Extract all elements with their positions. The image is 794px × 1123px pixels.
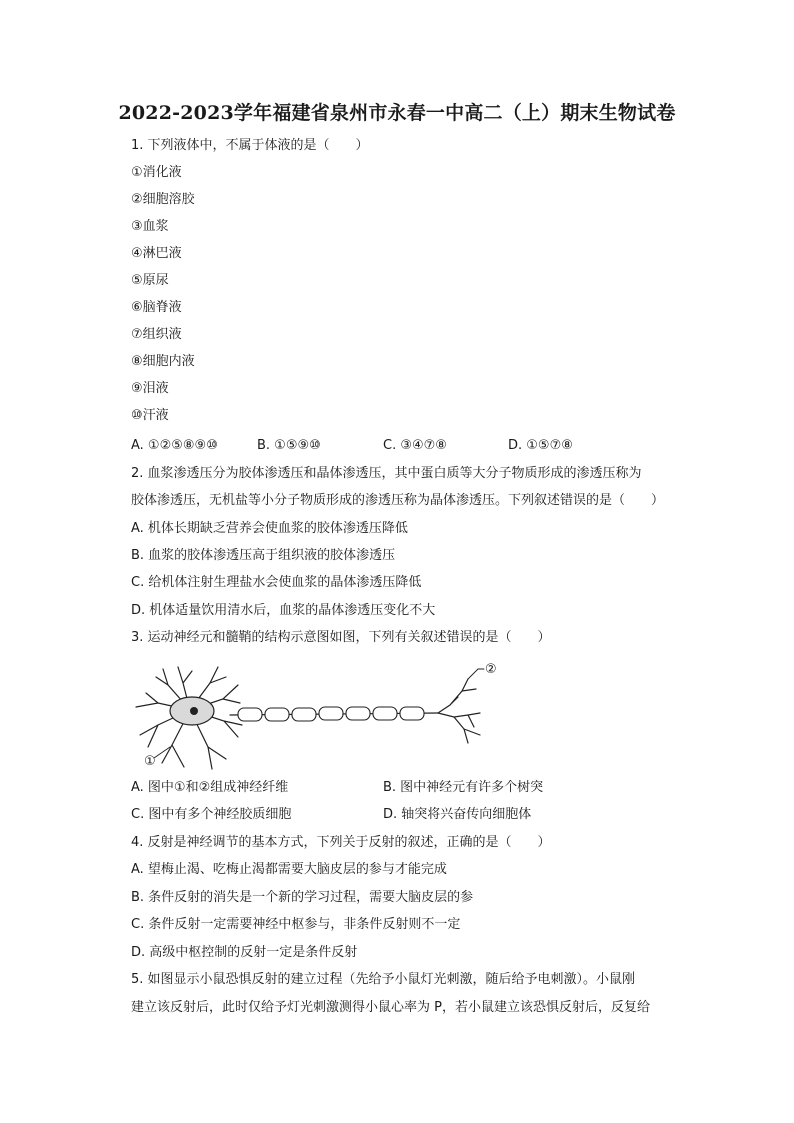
- q1-item: ②细胞溶胶: [131, 192, 195, 207]
- q1-item: ⑨泪液: [131, 381, 169, 396]
- q1-item: ①消化液: [131, 165, 182, 180]
- q2-stem-line-1: 2. 血浆渗透压分为胶体渗透压和晶体渗透压，其中蛋白质等大分子物质形成的渗透压称为: [131, 466, 642, 481]
- q4-stem: 4. 反射是神经调节的基本方式，下列关于反射的叙述，正确的是（ ）: [131, 835, 551, 850]
- q1-item: ⑩汗液: [131, 408, 169, 423]
- q4-option-b: B. 条件反射的消失是一个新的学习过程，需要大脑皮层的参: [131, 890, 474, 905]
- q1-item: ⑧细胞内液: [131, 354, 195, 369]
- q3-option-a: A. 图中①和②组成神经纤维: [131, 780, 289, 795]
- q3-option-c: C. 图中有多个神经胶质细胞: [131, 807, 292, 822]
- q1-item: ⑥脑脊液: [131, 300, 182, 315]
- q1-option-b: B. ①⑤⑨⑩: [257, 438, 321, 453]
- q1-item: ④淋巴液: [131, 246, 182, 261]
- q2-option-a: A. 机体长期缺乏营养会使血浆的胶体渗透压降低: [131, 521, 408, 536]
- neuron-diagram: [128, 655, 508, 795]
- q3-option-b: B. 图中神经元有许多个树突: [383, 780, 544, 795]
- q4-option-a: A. 望梅止渴、吃梅止渴都需要大脑皮层的参与才能完成: [131, 862, 447, 877]
- q1-option-d: D. ①⑤⑦⑧: [508, 438, 573, 453]
- q1-option-c: C. ③④⑦⑧: [383, 438, 447, 453]
- q1-item: ⑦组织液: [131, 327, 182, 342]
- q1-option-a: A. ①②⑤⑧⑨⑩: [131, 438, 218, 453]
- figure-label-1: ①: [144, 754, 156, 769]
- q1-stem: 1. 下列液体中，不属于体液的是（ ）: [131, 138, 369, 153]
- q2-stem-line-2: 胶体渗透压，无机盐等小分子物质形成的渗透压称为晶体渗透压。下列叙述错误的是（ ）: [131, 493, 665, 508]
- q1-item: ⑤原尿: [131, 273, 169, 288]
- figure-label-2: ②: [485, 662, 497, 677]
- q4-option-d: D. 高级中枢控制的反射一定是条件反射: [131, 945, 358, 960]
- q3-option-d: D. 轴突将兴奋传向细胞体: [383, 807, 532, 822]
- q1-item: ③血浆: [131, 219, 169, 234]
- q4-option-c: C. 条件反射一定需要神经中枢参与，非条件反射则不一定: [131, 917, 461, 932]
- q2-option-d: D. 机体适量饮用清水后，血浆的晶体渗透压变化不大: [131, 603, 436, 618]
- exam-title: 2022-2023学年福建省泉州市永春一中高二（上）期末生物试卷: [118, 102, 676, 124]
- q5-stem-line-2: 建立该反射后，此时仅给予灯光刺激测得小鼠心率为 P，若小鼠建立该恐惧反射后，反复给: [131, 1000, 650, 1015]
- q2-option-b: B. 血浆的胶体渗透压高于组织液的胶体渗透压: [131, 548, 396, 563]
- q2-option-c: C. 给机体注射生理盐水会使血浆的晶体渗透压降低: [131, 575, 422, 590]
- q3-stem: 3. 运动神经元和髓鞘的结构示意图如图，下列有关叙述错误的是（ ）: [131, 630, 551, 645]
- q5-stem-line-1: 5. 如图显示小鼠恐惧反射的建立过程（先给予小鼠灯光刺激，随后给予电刺激）。小鼠刚: [131, 972, 636, 987]
